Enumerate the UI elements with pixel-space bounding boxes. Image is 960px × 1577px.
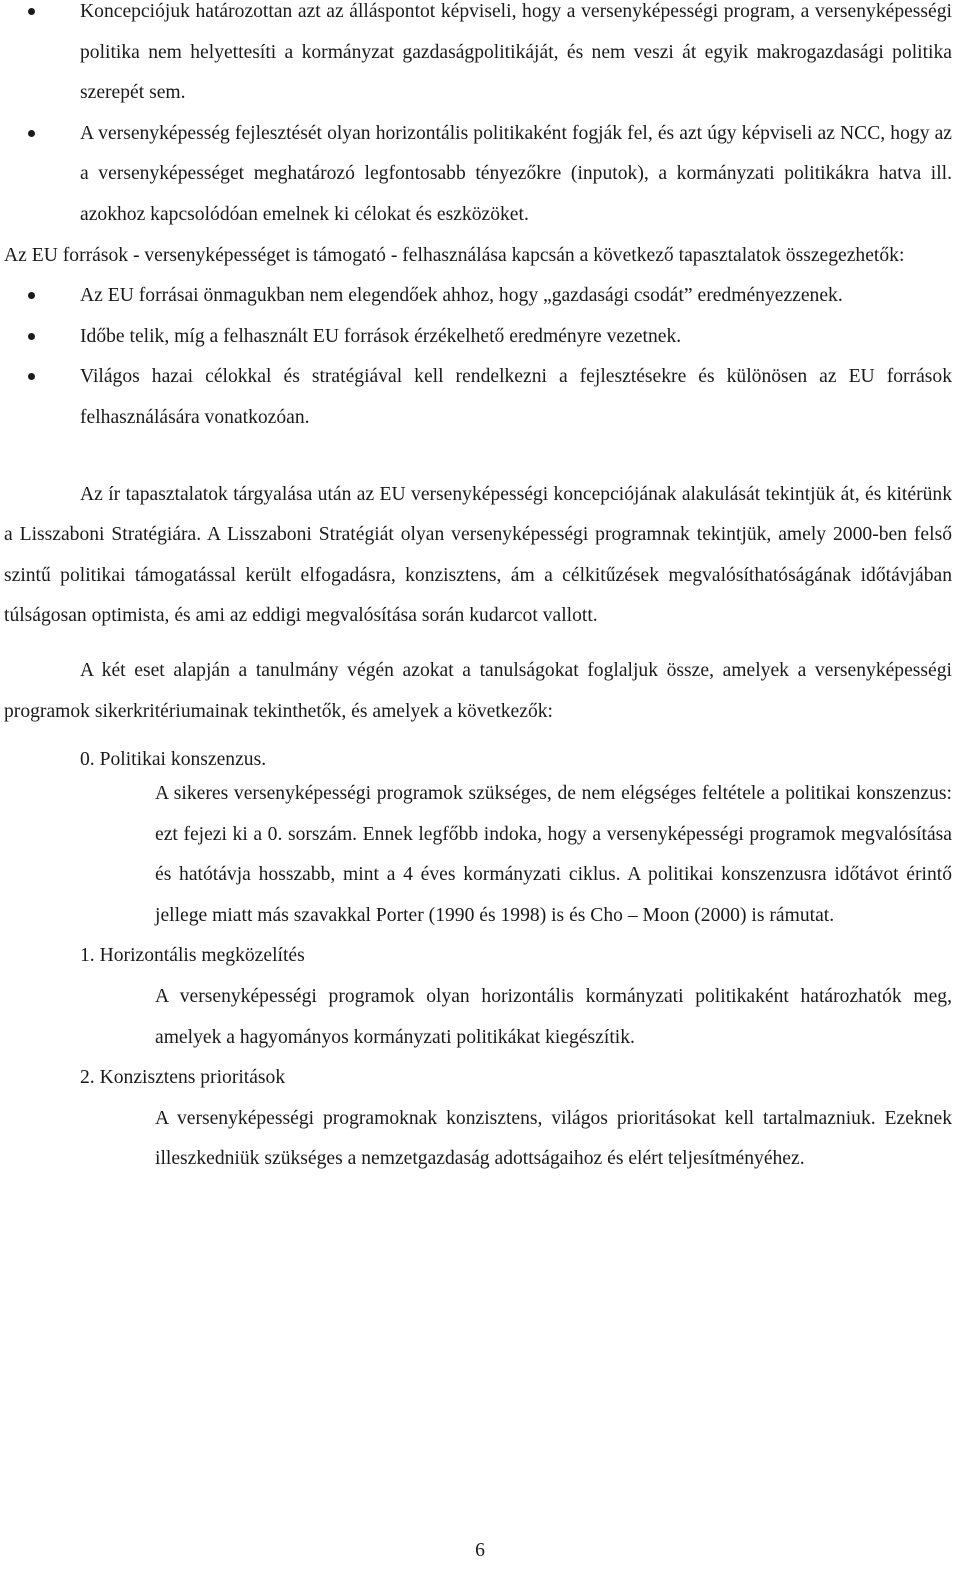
list-item: Időbe telik, míg a felhasznált EU források érzékelhető eredményre vezetnek. <box>0 317 952 358</box>
list-item: Koncepciójuk határozottan azt az álláspontot képviseli, hogy a versenyképességi program, a versenyképességi politika nem helyettesíti a kormányzat gazdaságpolitikáját, és nem veszi át egyik makrogazdasági politika szerepét sem. <box>0 0 952 114</box>
criterion-body: A versenyképességi programok olyan horizontális kormányzati politikaként határozhatók meg, amelyek a hagyományos kormányzati politikákat kiegészítik. <box>155 986 952 1048</box>
criterion-heading: 1. Horizontális megközelítés <box>80 945 305 967</box>
eu-bullet-list <box>0 276 960 438</box>
criterion-body: A versenyképességi programoknak konzisztens, világos prioritásokat kell tartalmazniuk. Ezeknek illeszkedniük szükséges a nemzetgazdaság adottságaihoz és elért teljesítményéhez. <box>155 1107 952 1170</box>
paragraph-irish-experience: Az ír tapasztalatok tárgyalása után az EU versenyképességi koncepciójának alakulását tekintjük át, és kitérünk a Lisszaboni Stratégiára. A Lisszaboni Stratégiát olyan versenyképességi programnak tekintjük, amely 2000-ben felső szintű politikai támogatással került elfogadásra, konzisztens, ám a célkitűzések megvalósíthatóságának időtávjában túlságosan optimista, és ami az eddigi megvalósítása során kudarcot vallott. <box>4 483 952 627</box>
criteria-list <box>0 746 960 1180</box>
intro-bullet-list <box>0 0 960 236</box>
page-number: 6 <box>475 1540 485 1561</box>
list-item: Az EU forrásai önmagukban nem elegendőek ahhoz, hogy „gazdasági csodát” eredményezzenek. <box>0 276 952 317</box>
eu-sources-intro: Az EU források - versenyképességet is támogató - felhasználása kapcsán a következő tapasztalatok összegezhetők: <box>4 244 905 266</box>
paragraph-lessons: A két eset alapján a tanulmány végén azokat a tanulságokat foglaljuk össze, amelyek a versenyképességi programok sikerkritériumainak tekinthetők, és amelyek a következők: <box>4 659 952 722</box>
criterion-heading: 0. Politikai konszenzus. <box>80 749 267 771</box>
criterion-body: A sikeres versenyképességi programok szükséges, de nem elégséges feltétele a politikai konszenzus: ezt fejezi ki a 0. sorszám. Ennek legfőbb indoka, hogy a versenyképességi programok megvalósítása és hatótávja hosszabb, mint a 4 éves kormányzati ciklus. A politikai konszenzusra időtávot érintő jellege miatt más szavakkal Porter (1990 és 1998) is és Cho – Moon (2000) is rámutat. <box>155 783 952 926</box>
list-item: Világos hazai célokkal és stratégiával kell rendelkezni a fejlesztésekre és különösen az EU források felhasználására vonatkozóan. <box>0 357 952 438</box>
criterion-heading: 2. Konzisztens prioritások <box>80 1067 286 1089</box>
list-item: A versenyképesség fejlesztését olyan horizontális politikaként fogják fel, és azt úgy képviseli az NCC, hogy az a versenyképességet meghatározó legfontosabb tényezőkre (inputok), a kormányzati politikákra hatva ill. azokhoz kapcsolódóan emelnek ki célokat és eszközöket. <box>0 114 952 236</box>
